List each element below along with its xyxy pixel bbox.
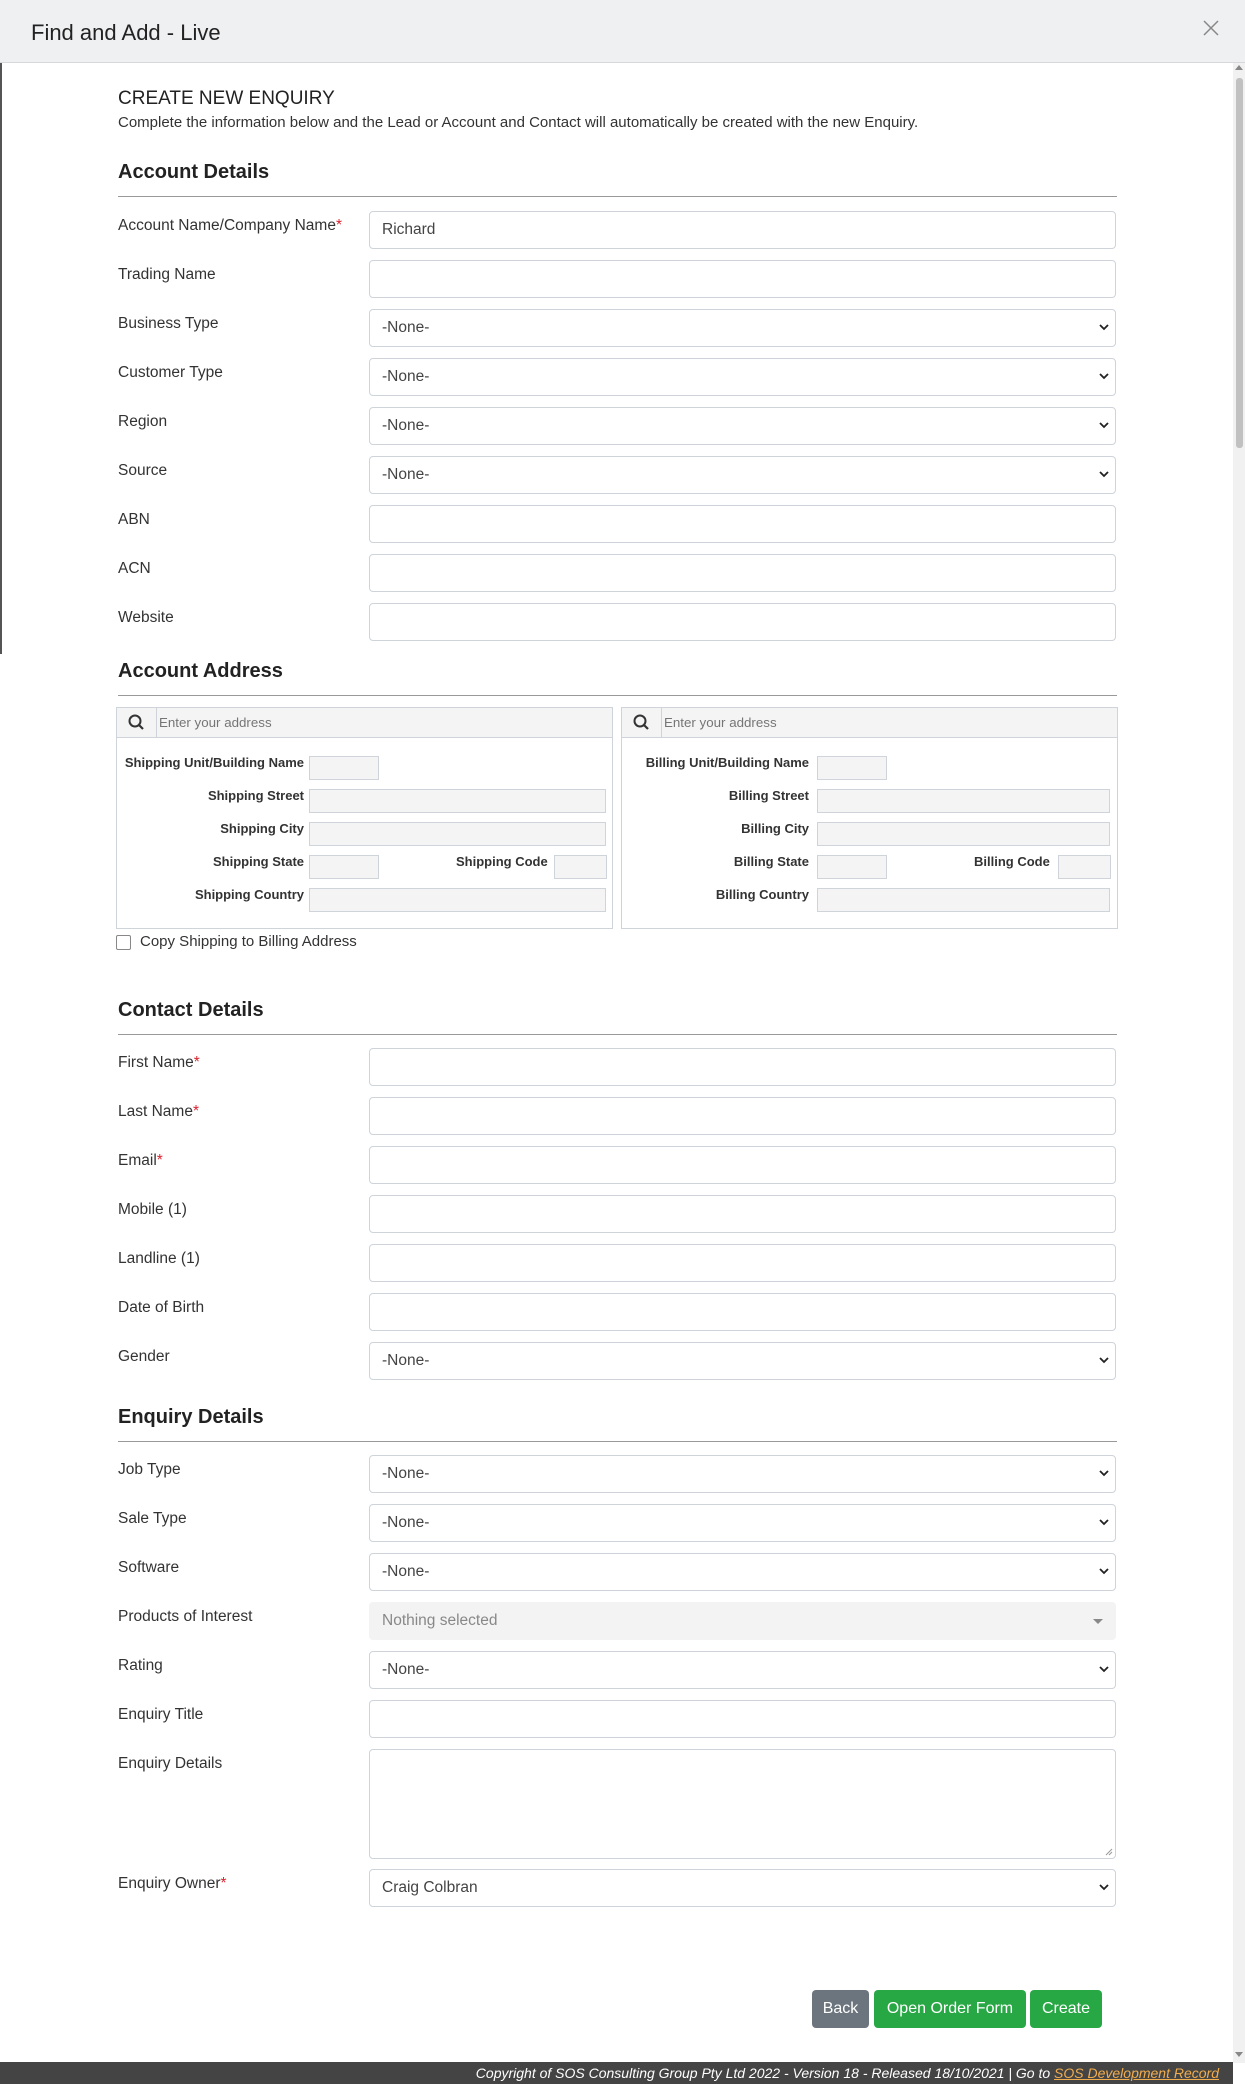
region-label: Region <box>118 413 168 430</box>
scroll-up-arrow-icon[interactable] <box>1235 65 1243 70</box>
business-type-select[interactable] <box>369 309 1116 347</box>
rating-select[interactable] <box>369 1651 1116 1689</box>
section-title: Account Details <box>118 161 270 183</box>
abn-input[interactable] <box>369 505 1116 543</box>
customer-type-label: Customer Type <box>118 364 223 381</box>
enquiry-title-row <box>118 1700 1118 1740</box>
email-row <box>118 1146 1118 1186</box>
billing-street-input[interactable] <box>817 789 1110 813</box>
shipping-state-input[interactable] <box>309 855 379 879</box>
billing-country-label: Billing Country <box>715 887 809 902</box>
enquiry-owner-row <box>118 1869 1118 1909</box>
account-name-input[interactable]: Richard <box>369 211 1116 249</box>
source-select[interactable] <box>369 456 1116 494</box>
last-name-row <box>118 1097 1118 1137</box>
shipping-unit-input[interactable] <box>309 756 379 780</box>
software-select[interactable] <box>369 1553 1116 1591</box>
gender-row <box>118 1342 1118 1382</box>
enquiry-owner-label: Enquiry Owner* <box>118 1875 227 1892</box>
section-title: Enquiry Details <box>118 1406 264 1428</box>
acn-label: ACN <box>118 560 151 577</box>
account-address-section <box>118 660 1117 696</box>
scrollbar-thumb[interactable] <box>1236 78 1243 448</box>
vertical-scrollbar[interactable] <box>1233 63 1245 2063</box>
close-icon[interactable] <box>1197 14 1225 42</box>
dob-row <box>118 1293 1118 1333</box>
billing-code-input[interactable] <box>1058 855 1111 879</box>
chevron-down-icon <box>1099 470 1109 478</box>
account-name-row <box>118 211 1118 251</box>
chevron-down-icon <box>1099 323 1109 331</box>
job-type-label: Job Type <box>118 1461 181 1478</box>
billing-city-input[interactable] <box>817 822 1110 846</box>
email-label: Email* <box>118 1152 163 1169</box>
sale-type-label: Sale Type <box>118 1510 187 1527</box>
window-edge <box>0 0 2 654</box>
landline-label: Landline (1) <box>118 1250 200 1267</box>
gender-select[interactable] <box>369 1342 1116 1380</box>
search-icon <box>622 708 662 737</box>
source-row <box>118 456 1118 496</box>
select-value: -None- <box>382 417 430 434</box>
products-label: Products of Interest <box>118 1608 253 1625</box>
first-name-label: First Name* <box>118 1054 200 1071</box>
shipping-address-panel <box>116 707 613 929</box>
shipping-city-label: Shipping City <box>220 821 304 836</box>
select-value: Craig Colbran <box>382 1879 478 1896</box>
billing-address-panel <box>621 707 1118 929</box>
region-select[interactable] <box>369 407 1116 445</box>
enquiry-title-label: Enquiry Title <box>118 1706 204 1723</box>
required-marker: * <box>193 1054 200 1071</box>
chevron-down-icon <box>1099 421 1109 429</box>
shipping-address-search[interactable] <box>117 708 612 738</box>
contact-details-section <box>118 999 1117 1035</box>
billing-state-label: Billing State <box>733 854 809 869</box>
products-row <box>118 1602 1118 1642</box>
enquiry-details-row <box>118 1749 1118 1861</box>
customer-type-row <box>118 358 1118 398</box>
business-type-label: Business Type <box>118 315 219 332</box>
chevron-down-icon <box>1099 372 1109 380</box>
billing-unit-input[interactable] <box>817 756 887 780</box>
billing-country-input[interactable] <box>817 888 1110 912</box>
billing-city-label: Billing City <box>741 821 809 836</box>
website-input[interactable] <box>369 603 1116 641</box>
acn-input[interactable] <box>369 554 1116 592</box>
select-value: -None- <box>382 1352 430 1369</box>
select-value: Nothing selected <box>382 1612 498 1629</box>
section-title: Account Address <box>118 660 283 682</box>
billing-street-label: Billing Street <box>728 788 809 803</box>
shipping-country-label: Shipping Country <box>194 887 304 902</box>
billing-search-input[interactable] <box>662 708 1117 737</box>
shipping-country-input[interactable] <box>309 888 606 912</box>
select-value: -None- <box>382 1465 430 1482</box>
customer-type-select[interactable] <box>369 358 1116 396</box>
first-name-row <box>118 1048 1118 1088</box>
trading-name-label: Trading Name <box>118 266 216 283</box>
shipping-code-input[interactable] <box>554 855 607 879</box>
last-name-input[interactable] <box>369 1097 1116 1135</box>
enquiry-details-textarea[interactable] <box>369 1749 1116 1859</box>
shipping-city-input[interactable] <box>309 822 606 846</box>
job-type-row <box>118 1455 1118 1495</box>
website-row <box>118 603 1118 643</box>
dob-input[interactable] <box>369 1293 1116 1331</box>
billing-address-search[interactable] <box>622 708 1117 738</box>
select-value: -None- <box>382 368 430 385</box>
landline-input[interactable] <box>369 1244 1116 1282</box>
products-multiselect[interactable] <box>369 1602 1116 1640</box>
section-title: Contact Details <box>118 999 264 1021</box>
chevron-down-icon <box>1099 1665 1109 1673</box>
modal-header <box>0 0 1245 63</box>
scroll-down-arrow-icon[interactable] <box>1235 2052 1243 2057</box>
chevron-down-icon <box>1099 1356 1109 1364</box>
search-icon <box>117 708 157 737</box>
select-value: -None- <box>382 1514 430 1531</box>
shipping-code-label: Shipping Code <box>456 854 548 869</box>
account-details-section <box>118 161 1117 197</box>
chevron-down-icon <box>1099 1469 1109 1477</box>
account-name-label: Account Name/Company Name* <box>118 217 343 234</box>
gender-label: Gender <box>118 1348 170 1365</box>
back-button[interactable]: Back <box>812 1990 869 2028</box>
copy-shipping-label[interactable]: Copy Shipping to Billing Address <box>140 933 357 950</box>
shipping-unit-label: Shipping Unit/Building Name <box>124 755 304 770</box>
region-row <box>118 407 1118 447</box>
development-record-link[interactable]: SOS Development Record <box>1054 2065 1219 2081</box>
business-type-row <box>118 309 1118 349</box>
job-type-select[interactable] <box>369 1455 1116 1493</box>
copy-shipping-checkbox[interactable] <box>116 935 131 950</box>
enquiry-details-label: Enquiry Details <box>118 1755 223 1772</box>
chevron-down-icon <box>1099 1518 1109 1526</box>
footer-text <box>476 2065 1219 2081</box>
copyright-text: Copyright of SOS Consulting Group Pty Ltd 2022 - Version 18 - Released 18/10/2021 | Go to <box>475 2065 1055 2081</box>
modal-title: Find and Add - Live <box>31 20 221 45</box>
open-order-form-button[interactable]: Open Order Form <box>874 1990 1026 2028</box>
trading-name-row <box>118 260 1118 300</box>
chevron-down-icon <box>1099 1567 1109 1575</box>
last-name-label: Last Name* <box>118 1103 199 1120</box>
select-value: -None- <box>382 1661 430 1678</box>
select-value: -None- <box>382 1563 430 1580</box>
required-marker: * <box>192 1103 199 1120</box>
footer-bar <box>0 2062 1233 2084</box>
mobile-row <box>118 1195 1118 1235</box>
abn-label: ABN <box>118 511 150 528</box>
form-description: Complete the information below and the Lead or Account and Contact will automatically be created with the new Enquiry. <box>118 114 919 131</box>
rating-row <box>118 1651 1118 1691</box>
mobile-input[interactable] <box>369 1195 1116 1233</box>
acn-row <box>118 554 1118 594</box>
software-label: Software <box>118 1559 180 1576</box>
dob-label: Date of Birth <box>118 1299 205 1316</box>
billing-state-input[interactable] <box>817 855 887 879</box>
resize-handle-icon[interactable] <box>1104 1847 1113 1856</box>
required-marker: * <box>335 217 343 234</box>
trading-name-input[interactable] <box>369 260 1116 298</box>
shipping-street-input[interactable] <box>309 789 606 813</box>
caret-down-icon <box>1093 1619 1103 1624</box>
required-marker: * <box>220 1875 227 1892</box>
enquiry-details-section <box>118 1406 1117 1442</box>
select-value: -None- <box>382 466 430 483</box>
required-marker: * <box>156 1152 163 1169</box>
landline-row <box>118 1244 1118 1284</box>
sale-type-row <box>118 1504 1118 1544</box>
shipping-state-label: Shipping State <box>213 854 304 869</box>
first-name-input[interactable] <box>369 1048 1116 1086</box>
abn-row <box>118 505 1118 545</box>
enquiry-owner-select[interactable] <box>369 1869 1116 1907</box>
select-value: -None- <box>382 319 430 336</box>
rating-label: Rating <box>118 1657 163 1674</box>
billing-unit-label: Billing Unit/Building Name <box>645 755 809 770</box>
mobile-label: Mobile (1) <box>118 1201 187 1218</box>
software-row <box>118 1553 1118 1593</box>
create-button[interactable]: Create <box>1030 1990 1102 2028</box>
shipping-street-label: Shipping Street <box>207 788 304 803</box>
enquiry-title-input[interactable] <box>369 1700 1116 1738</box>
sale-type-select[interactable] <box>369 1504 1116 1542</box>
source-label: Source <box>118 462 168 479</box>
chevron-down-icon <box>1099 1883 1109 1891</box>
email-input[interactable] <box>369 1146 1116 1184</box>
billing-code-label: Billing Code <box>974 854 1050 869</box>
shipping-search-input[interactable] <box>157 708 612 737</box>
website-label: Website <box>118 609 174 626</box>
form-heading: CREATE NEW ENQUIRY <box>118 88 335 109</box>
